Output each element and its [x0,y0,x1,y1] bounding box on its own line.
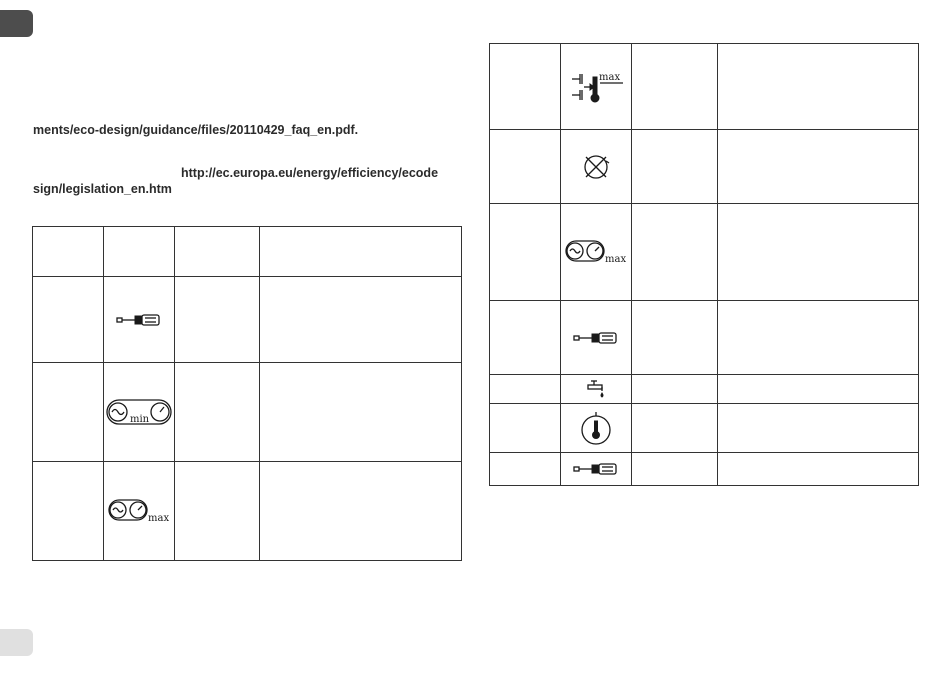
fan-max-icon [108,498,170,524]
table-cell [718,404,919,453]
table-cell [561,301,632,375]
legislation-link-part1[interactable]: http://ec.europa.eu/energy/efficiency/ecode [181,166,439,180]
table-cell [718,44,919,130]
max-label: max [605,254,627,265]
table-cell [33,227,104,277]
table-cell [718,375,919,404]
table-cell [490,375,561,404]
table-cell [260,277,462,363]
table-cell [632,453,718,486]
table-cell [104,363,175,462]
table-cell [175,227,260,277]
table-row [33,277,462,363]
tap-drip-icon [585,378,607,400]
compressor-temp-max-icon [568,69,624,105]
page-tab-top [0,10,33,37]
table-cell [33,462,104,561]
table-cell [490,404,561,453]
page-tab-bottom [0,629,33,656]
table-cell [632,44,718,130]
fan-min-icon [106,397,172,427]
table-cell [632,204,718,301]
table-cell [490,204,561,301]
table-cell [490,44,561,130]
table-cell [718,130,919,204]
table-cell [561,453,632,486]
table-row [490,130,919,204]
table-cell [104,462,175,561]
fan-off-icon [580,151,612,183]
table-row [33,462,462,561]
min-label: min [130,414,150,425]
table-cell [490,301,561,375]
screwdriver-icon [572,461,620,477]
table-row [490,404,919,453]
table-row [490,204,919,301]
table-cell [561,130,632,204]
table-cell [33,277,104,363]
table-row [490,44,919,130]
thermometer-circle-icon [579,410,613,446]
table-cell [175,462,260,561]
max-label: max [148,513,170,524]
table-header-row [33,227,462,277]
reference-url-line: ments/eco-design/guidance/files/20110429_faq_en.pdf. [33,123,359,137]
table-cell [632,301,718,375]
screwdriver-icon [115,312,163,328]
table-cell [561,44,632,130]
table-row [490,375,919,404]
table-cell [490,453,561,486]
table-row [490,301,919,375]
table-cell [632,375,718,404]
table-cell [260,363,462,462]
table-row [490,453,919,486]
table-cell [175,277,260,363]
table-cell [718,301,919,375]
screwdriver-icon [572,330,620,346]
table-cell [260,462,462,561]
legislation-link-part2[interactable]: sign/legislation_en.htm [33,182,172,196]
table-cell [561,204,632,301]
table-cell [561,404,632,453]
table-cell [632,130,718,204]
table-cell [632,404,718,453]
table-cell [561,375,632,404]
table-cell [104,277,175,363]
table-cell [33,363,104,462]
table-cell [718,204,919,301]
right-table [489,43,919,486]
table-cell [490,130,561,204]
fan-max-icon [565,239,627,265]
left-table [32,226,462,561]
table-cell [175,363,260,462]
table-row [33,363,462,462]
table-cell [718,453,919,486]
max-label: max [599,71,621,83]
table-cell [104,227,175,277]
table-cell [260,227,462,277]
